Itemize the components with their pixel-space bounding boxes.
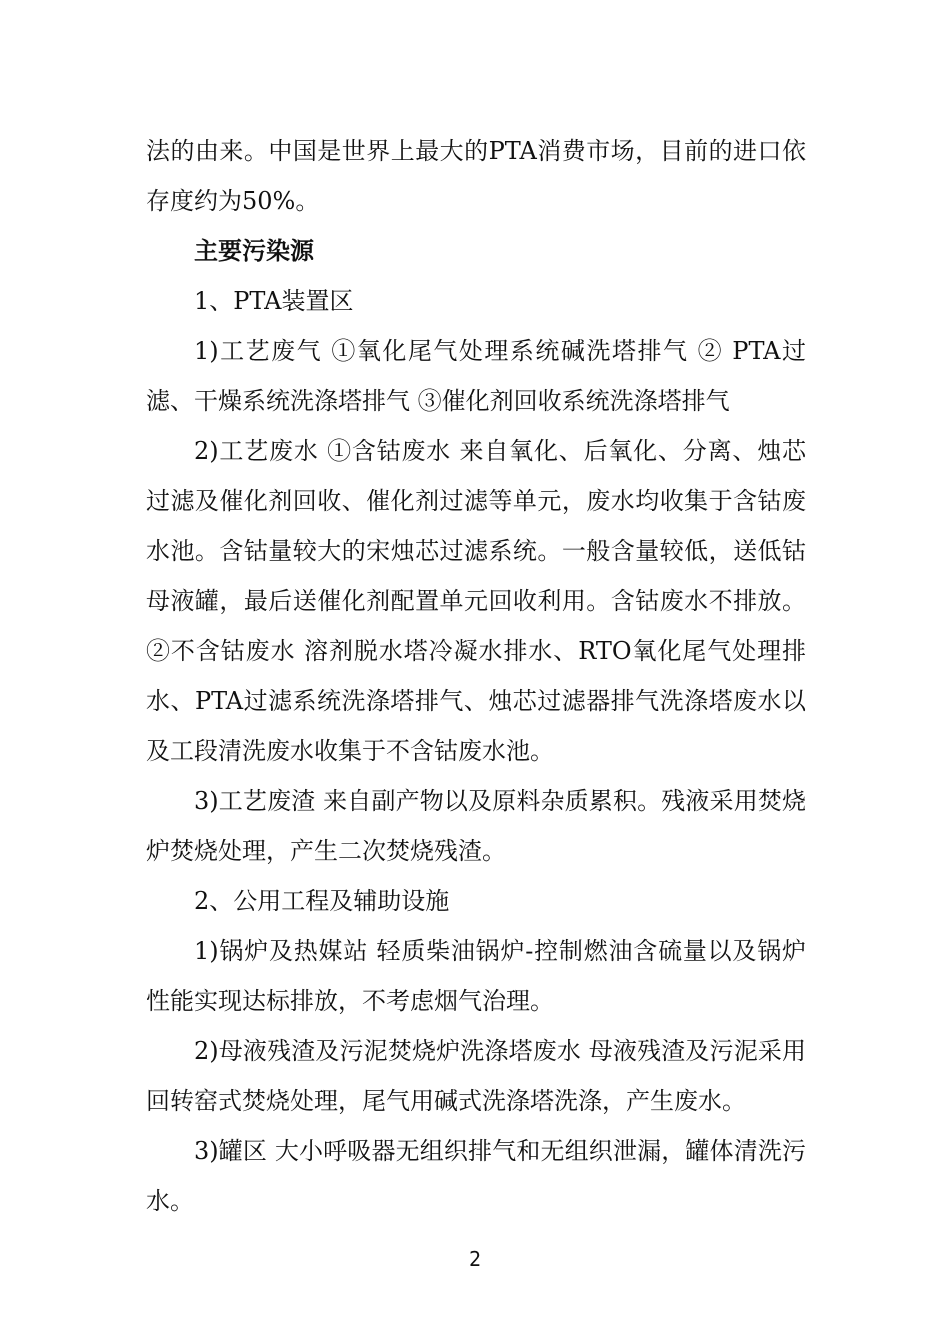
subheading-utilities-auxiliary: 2、公用工程及辅助设施 xyxy=(194,887,450,915)
paragraph-boiler-station: 1)锅炉及热媒站 轻质柴油锅炉-控制燃油含硫量以及锅炉性能实现达标排放，不考虑烟气治理。 xyxy=(146,937,806,1015)
body-text xyxy=(146,126,806,1226)
subheading-pta-unit-area: 1、PTA装置区 xyxy=(194,287,354,315)
paragraph-process-waste-residue: 3)工艺废渣 来自副产物以及原料杂质累积。残液采用焚烧炉焚烧处理，产生二次焚烧残渣。 xyxy=(146,787,806,865)
section-heading-main-pollution-sources: 主要污染源 xyxy=(194,237,314,265)
paragraph-continuation: 法的由来。中国是世界上最大的PTA消费市场，目前的进口依存度约为50%。 xyxy=(146,137,806,215)
paragraph-tank-farm: 3)罐区 大小呼吸器无组织排气和无组织泄漏，罐体清洗污水。 xyxy=(146,1137,806,1215)
paragraph-process-waste-water: 2)工艺废水 ①含钴废水 来自氧化、后氧化、分离、烛芯过滤及催化剂回收、催化剂过滤等单元，废水均收集于含钴废水池。含钴量较大的宋烛芯过滤系统。一般含量较低，送低钴母液罐，最后送催化剂配置单元回收利用。含钴废水不排放。②不含钴废水 溶剂脱水塔冷凝水排水、RTO氧化尾气处理排水、PTA过滤系统洗涤塔排气、烛芯过滤器排气洗涤塔废水以及工段清洗废水收集于不含钴废水池。 xyxy=(146,437,806,765)
paragraph-process-waste-gas: 1)工艺废气 ①氧化尾气处理系统碱洗塔排气 ② PTA过滤、干燥系统洗涤塔排气 ③催化剂回收系统洗涤塔排气 xyxy=(146,337,806,415)
paragraph-incinerator-scrubber: 2)母液残渣及污泥焚烧炉洗涤塔废水 母液残渣及污泥采用回转窑式焚烧处理，尾气用碱式洗涤塔洗涤，产生废水。 xyxy=(146,1037,806,1115)
page-number: 2 xyxy=(468,1247,482,1271)
